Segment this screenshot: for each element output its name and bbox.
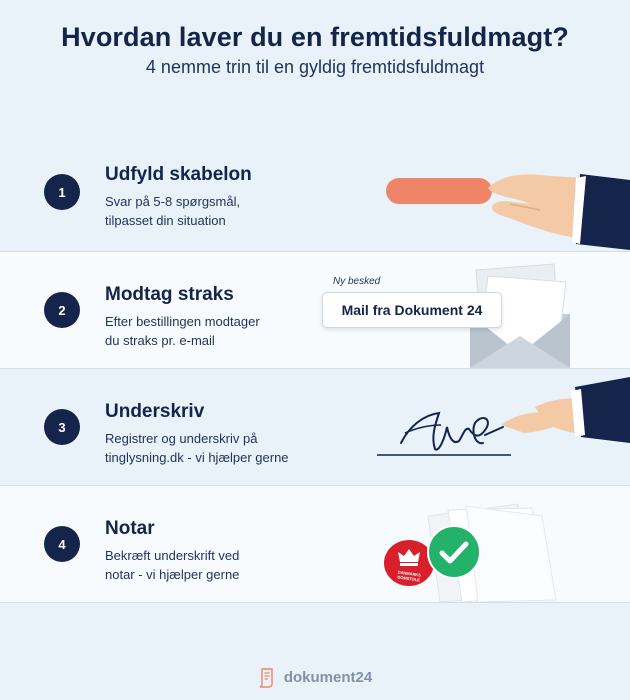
step-number: 4	[44, 526, 80, 562]
step-description-line: Efter bestillingen modtager	[105, 314, 260, 329]
step-number: 1	[44, 174, 80, 210]
step-number: 3	[44, 409, 80, 445]
step-number: 2	[44, 292, 80, 328]
notification-message: Mail fra Dokument 24	[322, 292, 502, 328]
page-subtitle: 4 nemme trin til en gyldig fremtidsfuldmagt	[145, 57, 485, 77]
step-description-line: du straks pr. e-mail	[105, 333, 215, 348]
step-title: Udfyld skabelon	[105, 164, 252, 185]
step-description-line: tilpasset din situation	[105, 213, 226, 228]
step-3	[0, 368, 630, 485]
step-title: Notar	[105, 518, 155, 539]
check-badge	[427, 525, 481, 579]
notification-label: Ny besked	[333, 276, 381, 287]
header	[0, 22, 630, 78]
seal-text: DANMARKS DOMSTOLE	[397, 569, 422, 583]
signature-hand-icon	[375, 371, 630, 483]
brand-name: dokument24	[283, 668, 373, 686]
step-title: Modtag straks	[105, 284, 234, 305]
step-description-line: Bekræft underskrift ved	[105, 548, 240, 563]
document-logo-icon	[258, 666, 278, 688]
check-icon	[429, 527, 479, 577]
footer	[0, 666, 630, 688]
step-4	[0, 485, 630, 603]
finger-pressing-button-icon	[380, 164, 630, 254]
step-2	[0, 251, 630, 368]
step-description-line: Svar på 5-8 spørgsmål,	[105, 194, 241, 209]
step-title: Underskriv	[105, 401, 205, 422]
page-title: Hvordan laver du en fremtidsfuldmagt?	[61, 22, 569, 52]
step-1	[0, 134, 630, 250]
step-description-line: tinglysning.dk - vi hjælper gerne	[105, 450, 289, 465]
step-description-line: notar - vi hjælper gerne	[105, 567, 240, 582]
step-description-line: Registrer og underskriv på	[105, 431, 258, 446]
